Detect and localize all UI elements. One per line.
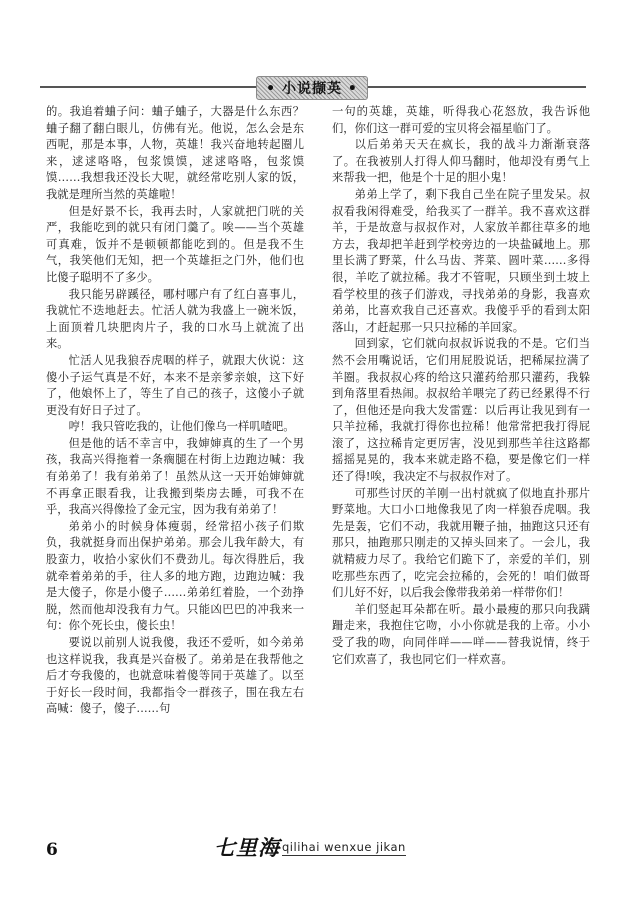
paragraph: 但是好景不长，我再去时，人家就把门咣的关严，我能吃到的就只有闭门羹了。唉——当个英雄可真难，饭并不是顿顿都能吃到的。但是我不生气，我笑他们无知，把一个英雄拒之门外，他们也比傻子聪明不了多少。 <box>46 204 304 284</box>
paragraph: 回到家，它们就向叔叔诉说我的不是。它们当然不会用嘴说话，它们用屁股说话，把稀屎拉满了羊圈。我叔叔心疼的给这只灌药给那只灌药，我躲到角落里看热闹。叔叔给羊喂完了药已经累得不行了，但他还是向我大发雷霆：以后再让我见到有一只羊拉稀，我就打得你也拉稀！他常常把我打得屁滚了，这拉稀肯定更厉害，没见到那些羊往这路都摇摇晃晃的，我本来就走路不稳，要是像它们一样还了得!唉，我决定不与叔叔作对了。 <box>332 337 590 484</box>
journal-logo: 七里海 <box>214 835 280 860</box>
paragraph: 的。我追着蛐子问：蛐子蛐子，大器是什么东西？蛐子翻了翻白眼儿，仿佛有光。他说，怎么会是东西呢，那是本事，人物，英雄！我兴奋地转起圈儿来，逑逑咯咯，包浆馍馍，逑逑咯咯，包浆馍馍……我想我还没长大呢，就经常吃别人家的饭，我就是理所当然的英雄啦！ <box>46 105 304 201</box>
paragraph: 弟弟小的时候身体瘦弱，经常招小孩子们欺负，我就挺身而出保护弟弟。那会儿我年龄大，有股蛮力，收拾小家伙们不费劲儿。每次得胜后，我就牵着弟弟的手，往人多的地方跑，边跑边喊：我是大傻子，你是小傻子……弟弟红着脸，一个劲挣脱，然而他却没我有力气。只能凶巴巴的冲我来一句：你个死长虫，傻长虫！ <box>46 519 304 633</box>
paragraph: 弟弟上学了，剩下我自己坐在院子里发呆。叔叔看我闲得难受，给我买了一群羊。我不喜欢这群羊，于是故意与叔叔作对，人家放羊都往草多的地方去，我却把羊赶到学校旁边的一块盐碱地上。那里长满了野菜，什么马齿、荠菜、圆叶菜……多得很，羊吃了就拉稀。我才不管呢，只顾坐到土坡上看学校里的孩子们游戏，寻找弟弟的身影，我喜欢弟弟，比喜欢我自己还喜欢。我傻乎乎的看到太阳落山，才赶起那一只只拉稀的羊回家。 <box>332 187 590 334</box>
section-label: • 小说撷英 • <box>266 81 358 97</box>
paragraph: 但是他的话不幸言中，我婶婶真的生了一个男孩，我高兴得拖着一条瘸腿在村街上边跑边喊：我有弟弟了！我有弟弟了！虽然从这一天开始婶婶就不再拿正眼看我，让我搬到柴房去睡，可我不在乎，我高兴得像捡了金元宝，因为我有弟弟了！ <box>46 436 304 517</box>
page-number: 6 <box>46 840 58 860</box>
paragraph: 可那些讨厌的羊刚一出村就疯了似地直扑那片野菜地。大口小口地像我见了肉一样狼吞虎咽。我先是轰，它们不动，我就用鞭子抽，抽跑这只还有那只，抽跑那只刚走的又掉头回来了。一会儿，我就精疲力尽了。我给它们跪下了，亲爱的羊们，别吃那些东西了，吃完会拉稀的，会死的！咱们做哥们儿好不好，以后我会像带我弟弟一样带你们！ <box>332 486 590 600</box>
paragraph: 要说以前别人说我傻，我还不爱听，如今弟弟也这样说我，我真是兴奋极了。弟弟是在我帮他之后才夸我傻的，也就意味着傻等同于英雄了。以至于好长一段时间，我都指令一群孩子，围在我左右高喊：傻子，傻子……句 <box>46 636 304 716</box>
paragraph: 哼！我只管吃我的，让他们像乌一样叽喳吧。 <box>68 420 295 434</box>
right-text-column <box>332 104 590 794</box>
paragraph: 忙活人见我狼吞虎咽的样子，就跟大伙说：这傻小子运气真是不好，本来不是亲爹亲娘，这下好了，他娘怀上了，等生了自己的孩子，这傻小子就更没有好日子过了。 <box>46 353 304 417</box>
paragraph: 我只能另辟蹊径，哪村哪户有了红白喜事儿，我就忙不迭地赶去。忙活人就为我盛上一碗米饭，上面顶着几块肥肉片子，我的口水马上就流了出来。 <box>46 287 304 351</box>
section-header-badge <box>256 76 368 100</box>
journal-name-pinyin: qilihai wenxue jikan <box>282 840 406 854</box>
left-text-column <box>46 104 304 794</box>
paragraph: 一句的英雄，英雄，听得我心花怒放，我告诉他们，你们这一群可爱的宝贝将会福星临门了。 <box>332 105 590 135</box>
paragraph: 羊们竖起耳朵都在听。最小最瘦的那只向我蹒跚走来，我抱住它吻，小小你就是我的上帝。小小受了我的吻，向同伴咩——咩——替我说情，终于它们欢喜了，我也同它们一样欢喜。 <box>332 602 590 666</box>
paragraph: 以后弟弟天天在疯长，我的战斗力渐渐衰落了。在我被别人打得人仰马翻时，他却没有勇气上来帮我一把，他是个十足的胆小鬼！ <box>332 138 590 185</box>
